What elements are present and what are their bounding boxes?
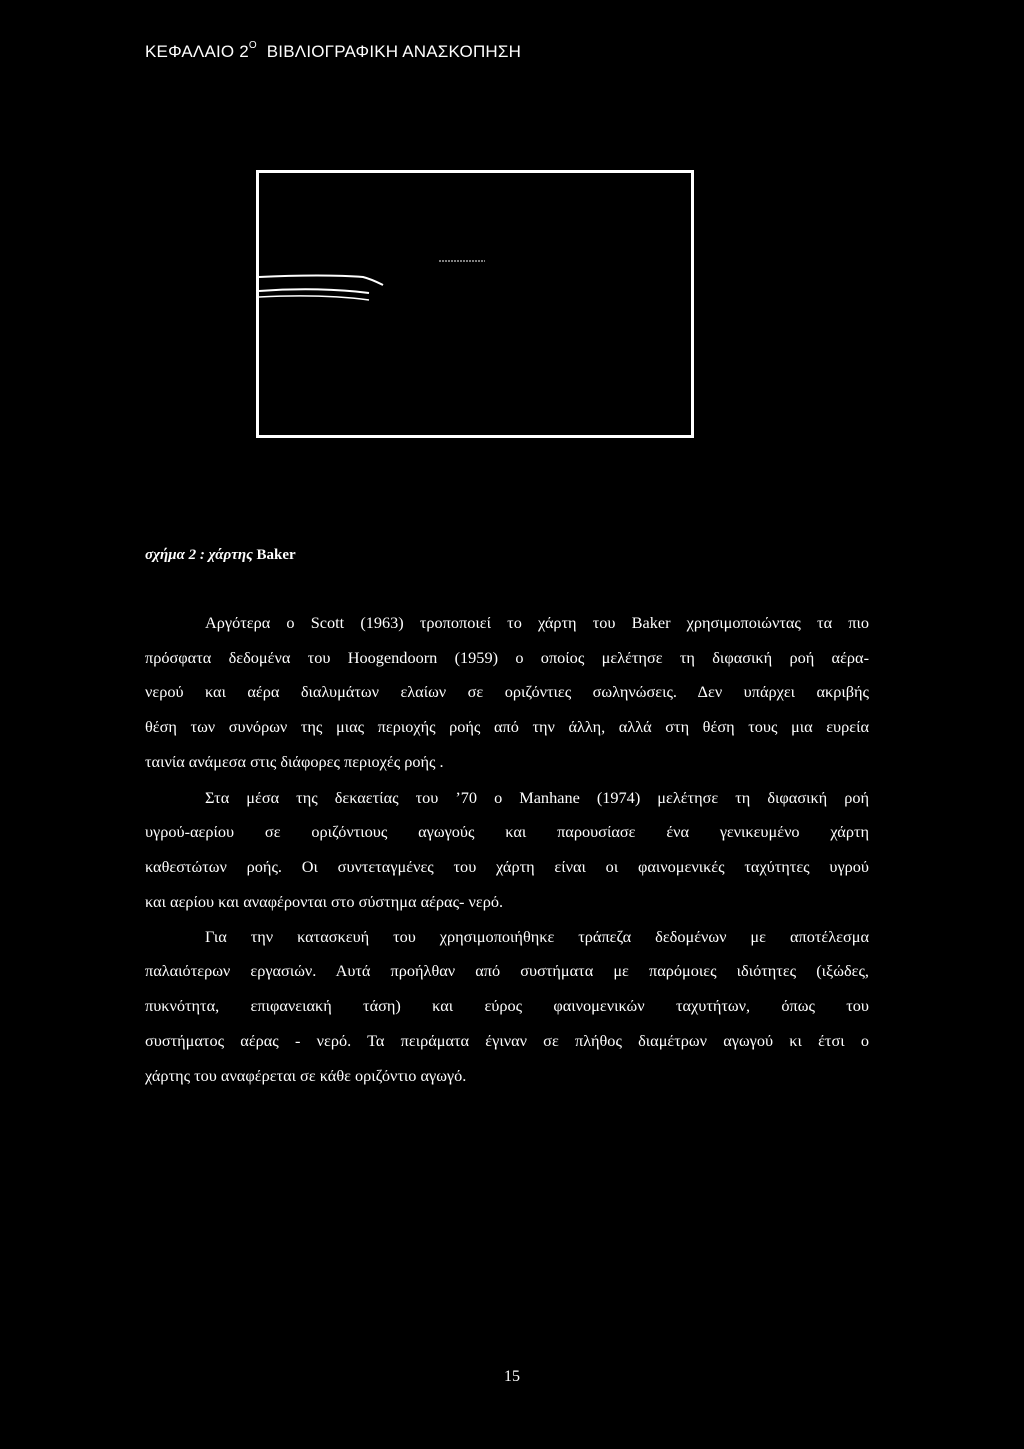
paragraph-line: Αργότερα ο Scott (1963) τροποποιεί το χάρτη του Baker χρησιμοποιώντας τα πιο <box>205 613 869 632</box>
figure-caption <box>145 547 296 564</box>
chapter-title: ΒΙΒΛΙΟΓΡΑΦΙΚΗ ΑΝΑΣΚΟΠΗΣΗ <box>266 42 522 61</box>
chart-boundary-upper <box>259 276 383 286</box>
paragraph-line: πυκνότητα, επιφανειακή τάση) και εύρος φαινομενικών ταχυτήτων, όπως του <box>145 996 869 1015</box>
paragraph-line: συστήματος αέρας - νερό. Τα πειράματα έγιναν σε πλήθος διαμέτρων αγωγού κι έτσι ο <box>145 1031 869 1050</box>
paragraph-line: θέση των συνόρων της μιας περιοχής ροής από την άλλη, αλλά στη θέση τους μια ευρεία <box>145 717 869 736</box>
caption-name: Baker <box>256 547 296 563</box>
paragraph-line: χάρτης του αναφέρεται σε κάθε οριζόντιο αγωγό. <box>145 1066 467 1085</box>
caption-text: σχήμα 2 : χάρτης <box>145 547 257 563</box>
paragraph-line: πρόσφατα δεδομένα του Hoogendoorn (1959) ο οποίος μελέτησε τη διφασική ροή αέρα- <box>145 648 869 667</box>
chart-boundary-lower <box>259 296 369 300</box>
paragraph-line: και αερίου και αναφέρονται στο σύστημα αέρας- νερό. <box>145 892 504 911</box>
baker-chart-graphic <box>259 173 691 435</box>
chapter-superscript: Ο <box>248 40 257 51</box>
baker-chart-figure <box>256 170 694 438</box>
paragraph-line: παλαιότερων εργασιών. Αυτά προήλθαν από συστήματα με παρόμοιες ιδιότητες (ιξώδες, <box>145 961 869 980</box>
paragraph-line: καθεστώτων ροής. Οι συντεταγμένες του χάρτη είναι οι φαινομενικές ταχύτητες υγρού <box>145 857 869 876</box>
paragraph-line: υγρού-αερίου σε οριζόντιους αγωγούς και παρουσίασε ένα γενικευμένο χάρτη <box>145 822 869 841</box>
running-header <box>145 40 521 62</box>
page-number: 15 <box>504 1368 520 1385</box>
paragraph-line: Στα μέσα της δεκαετίας του ’70 ο Manhane (1974) μελέτησε τη διφασική ροή <box>205 788 869 807</box>
paragraph-line: νερού και αέρα διαλυμάτων ελαίων σε οριζόντιες σωληνώσεις. Δεν υπάρχει ακριβής <box>145 682 869 701</box>
paragraph-line: ταινία ανάμεσα στις διάφορες περιοχές ροής . <box>145 752 444 771</box>
chart-boundary-middle <box>259 289 369 293</box>
chapter-label: ΚΕΦΑΛΑΙΟ 2 <box>145 42 249 61</box>
paragraph-line: Για την κατασκευή του χρησιμοποιήθηκε τράπεζα δεδομένων με αποτέλεσμα <box>205 927 869 946</box>
